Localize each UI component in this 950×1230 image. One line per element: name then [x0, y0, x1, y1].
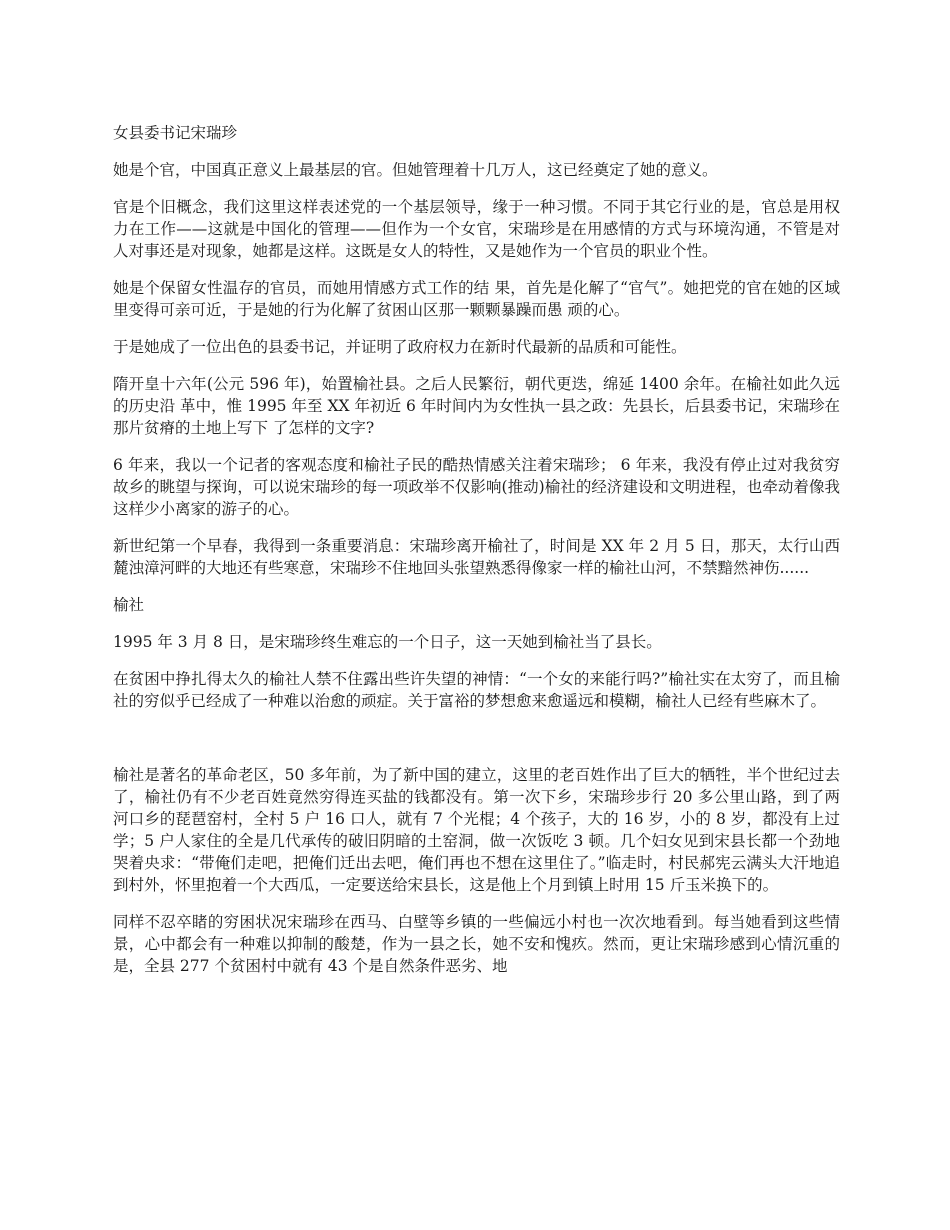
paragraph: 6 年来，我以一个记者的客观态度和榆社子民的酷热情感关注着宋瑞珍； 6 年来，我没有停止过对我贫穷故乡的眺望与探询，可以说宋瑞珍的每一项政举不仅影响(推动)榆社的经济建设和文明进程，也牵动着像我这样少小离家的游子的心。 — [113, 456, 840, 518]
paragraph: 榆社是著名的革命老区，50 多年前，为了新中国的建立，这里的老百姓作出了巨大的牺牲，半个世纪过去了，榆社仍有不少老百姓竟然穷得连买盐的钱都没有。第一次下乡，宋瑞珍步行 20 多公里山路，到了两河口乡的琵琶窑村，全村 5 户 16 口人，就有 7 个光棍；4 个孩子，大的 16 岁，小的 8 岁，都没有上过学；5 户人家住的全是几代承传的破旧阴暗的土窑洞，做一次饭吃 3 顿。几个妇女见到宋县长都一个劲地哭着央求：“带俺们走吧，把俺们迁出去吧，俺们再也不想在这里住了。”临走时，村民郝宪云满头大汗地追到村外，怀里抱着一个大西瓜，一定要送给宋县长，这是他上个月到镇上时用 15 斤玉米换下的。 — [113, 766, 840, 894]
paragraph: 1995 年 3 月 8 日，是宋瑞珍终生难忘的一个日子，这一天她到榆社当了县长。 — [113, 633, 662, 651]
blank-gap — [113, 727, 840, 764]
paragraph: 于是她成了一位出色的县委书记，并证明了政府权力在新时代最新的品质和可能性。 — [113, 338, 687, 356]
paragraph: 她是个官，中国真正意义上最基层的官。但她管理着十几万人，这已经奠定了她的意义。 — [113, 161, 718, 179]
document-title: 女县委书记宋瑞珍 — [113, 124, 238, 142]
paragraph: 新世纪第一个早春，我得到一条重要消息：宋瑞珍离开榆社了，时间是 XX 年 2 月 5 日，那天，太行山西麓浊漳河畔的大地还有些寒意，宋瑞珍不住地回头张望熟悉得像家一样的榆社山河，不禁黯然神伤...... — [113, 537, 840, 577]
paragraph: 隋开皇十六年(公元 596 年)，始置榆社县。之后人民繁衍，朝代更迭，绵延 1400 余年。在榆社如此久远的历史沿 革中，惟 1995 年至 XX 年初近 6 年时间内为女性执一县之政：先县长，后县委书记，宋瑞珍在那片贫瘠的土地上写下 了怎样的文字? — [113, 375, 840, 437]
paragraph: 官是个旧概念，我们这里这样表述党的一个基层领导，缘于一种习惯。不同于其它行业的是，官总是用权力在工作——这就是中国化的管理——但作为一个女官，宋瑞珍是在用感情的方式与环境沟通，不管是对人对事还是对现象，她都是这样。这既是女人的特性，又是她作为一个官员的职业个性。 — [113, 198, 840, 260]
section-heading: 榆社 — [113, 596, 145, 614]
paragraph: 同样不忍卒睹的穷困状况宋瑞珍在西马、白壁等乡镇的一些偏远小村也一次次地看到。每当她看到这些情景，心中都会有一种难以抑制的酸楚，作为一县之长，她不安和愧疚。然而，更让宋瑞珍感到心情沉重的是，全县 277 个贫困村中就有 43 个是自然条件恶劣、地 — [113, 913, 840, 975]
paragraph: 她是个保留女性温存的官员，而她用情感方式工作的结 果，首先是化解了“官气”。她把党的官在她的区域里变得可亲可近，于是她的行为化解了贫困山区那一颗颗暴躁而愚 顽的心。 — [113, 279, 840, 319]
document-page — [113, 122, 840, 992]
paragraph: 在贫困中挣扎得太久的榆社人禁不住露出些许失望的神情：“一个女的来能行吗?”榆社实在太穷了，而且榆社的穷似乎已经成了一种难以治愈的顽症。关于富裕的梦想愈来愈遥远和模糊，榆社人已经有些麻木了。 — [113, 670, 840, 710]
